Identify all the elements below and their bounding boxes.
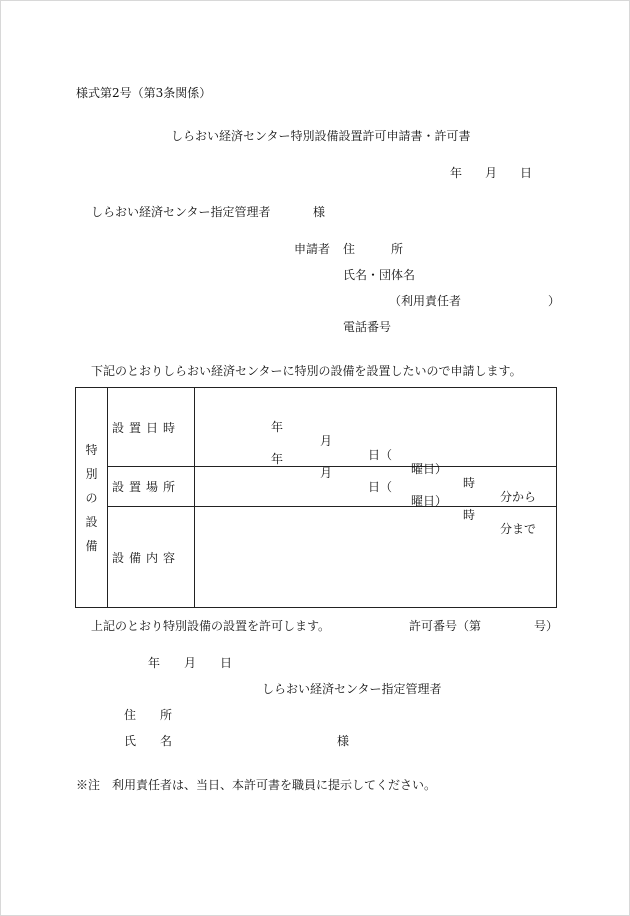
equipment-details-label: 設備内容 xyxy=(108,507,195,608)
addressee: しらおい経済センター指定管理者 xyxy=(91,205,271,219)
responsible-person-close: ） xyxy=(548,294,561,308)
document-title: しらおい経済センター特別設備設置許可申請書・許可書 xyxy=(171,129,471,143)
start-month: 月 xyxy=(320,434,333,448)
group-char: 別 xyxy=(85,466,98,481)
start-minute: 分から xyxy=(500,490,537,504)
start-day: 日（ xyxy=(368,448,393,462)
special-equipment-table xyxy=(75,387,557,608)
applicant-label: 申請者 xyxy=(294,242,331,256)
request-text: 下記のとおりしらおい経済センターに特別の設備を設置したいので申請します。 xyxy=(91,364,522,378)
approval-date-day: 日 xyxy=(220,656,233,670)
approval-date-month: 月 xyxy=(184,656,197,670)
approval-text: 上記のとおり特別設備の設置を許可します。 xyxy=(91,619,331,633)
issuer-honorific: 様 xyxy=(337,734,350,748)
end-dow: 曜日） xyxy=(411,494,448,508)
note: ※注 利用責任者は、当日、本許可書を職員に提示してください。 xyxy=(76,778,437,792)
date-month: 月 xyxy=(485,166,498,180)
applicant-name-label: 氏名・団体名 xyxy=(343,268,416,282)
form-number: 様式第2号（第3条関係） xyxy=(76,86,212,100)
responsible-person-label: （利用責任者 xyxy=(389,294,462,308)
installation-location-field[interactable] xyxy=(195,467,557,507)
installation-location-label: 設置場所 xyxy=(108,467,195,507)
installation-datetime-label: 設置日時 xyxy=(108,388,195,467)
special-equipment-group-label xyxy=(76,388,108,608)
end-hour: 時 xyxy=(463,508,476,522)
start-dow: 曜日） xyxy=(411,462,448,476)
group-char: 設 xyxy=(85,514,98,529)
end-day: 日（ xyxy=(368,480,393,494)
issuer-address-label: 住 所 xyxy=(124,708,173,722)
start-year: 年 xyxy=(271,420,284,434)
installation-datetime-field[interactable] xyxy=(195,388,557,536)
group-char: 備 xyxy=(85,538,98,553)
issuer: しらおい経済センター指定管理者 xyxy=(262,682,442,696)
start-hour: 時 xyxy=(463,476,476,490)
date-day: 日 xyxy=(520,166,533,180)
end-minute: 分まで xyxy=(500,522,537,536)
end-month: 月 xyxy=(320,466,333,480)
permit-number-label: 許可番号（第 xyxy=(409,619,482,633)
applicant-address-label: 住 所 xyxy=(343,242,404,256)
addressee-honorific: 様 xyxy=(313,205,326,219)
permit-number-close: 号） xyxy=(534,619,559,633)
approval-date-year: 年 xyxy=(148,656,161,670)
phone-label: 電話番号 xyxy=(343,320,392,334)
group-char: 特 xyxy=(85,442,98,457)
issuer-name-label: 氏 名 xyxy=(124,734,173,748)
equipment-details-field[interactable] xyxy=(195,507,557,608)
date-year: 年 xyxy=(450,166,463,180)
group-char: の xyxy=(85,490,98,505)
end-year: 年 xyxy=(271,452,284,466)
